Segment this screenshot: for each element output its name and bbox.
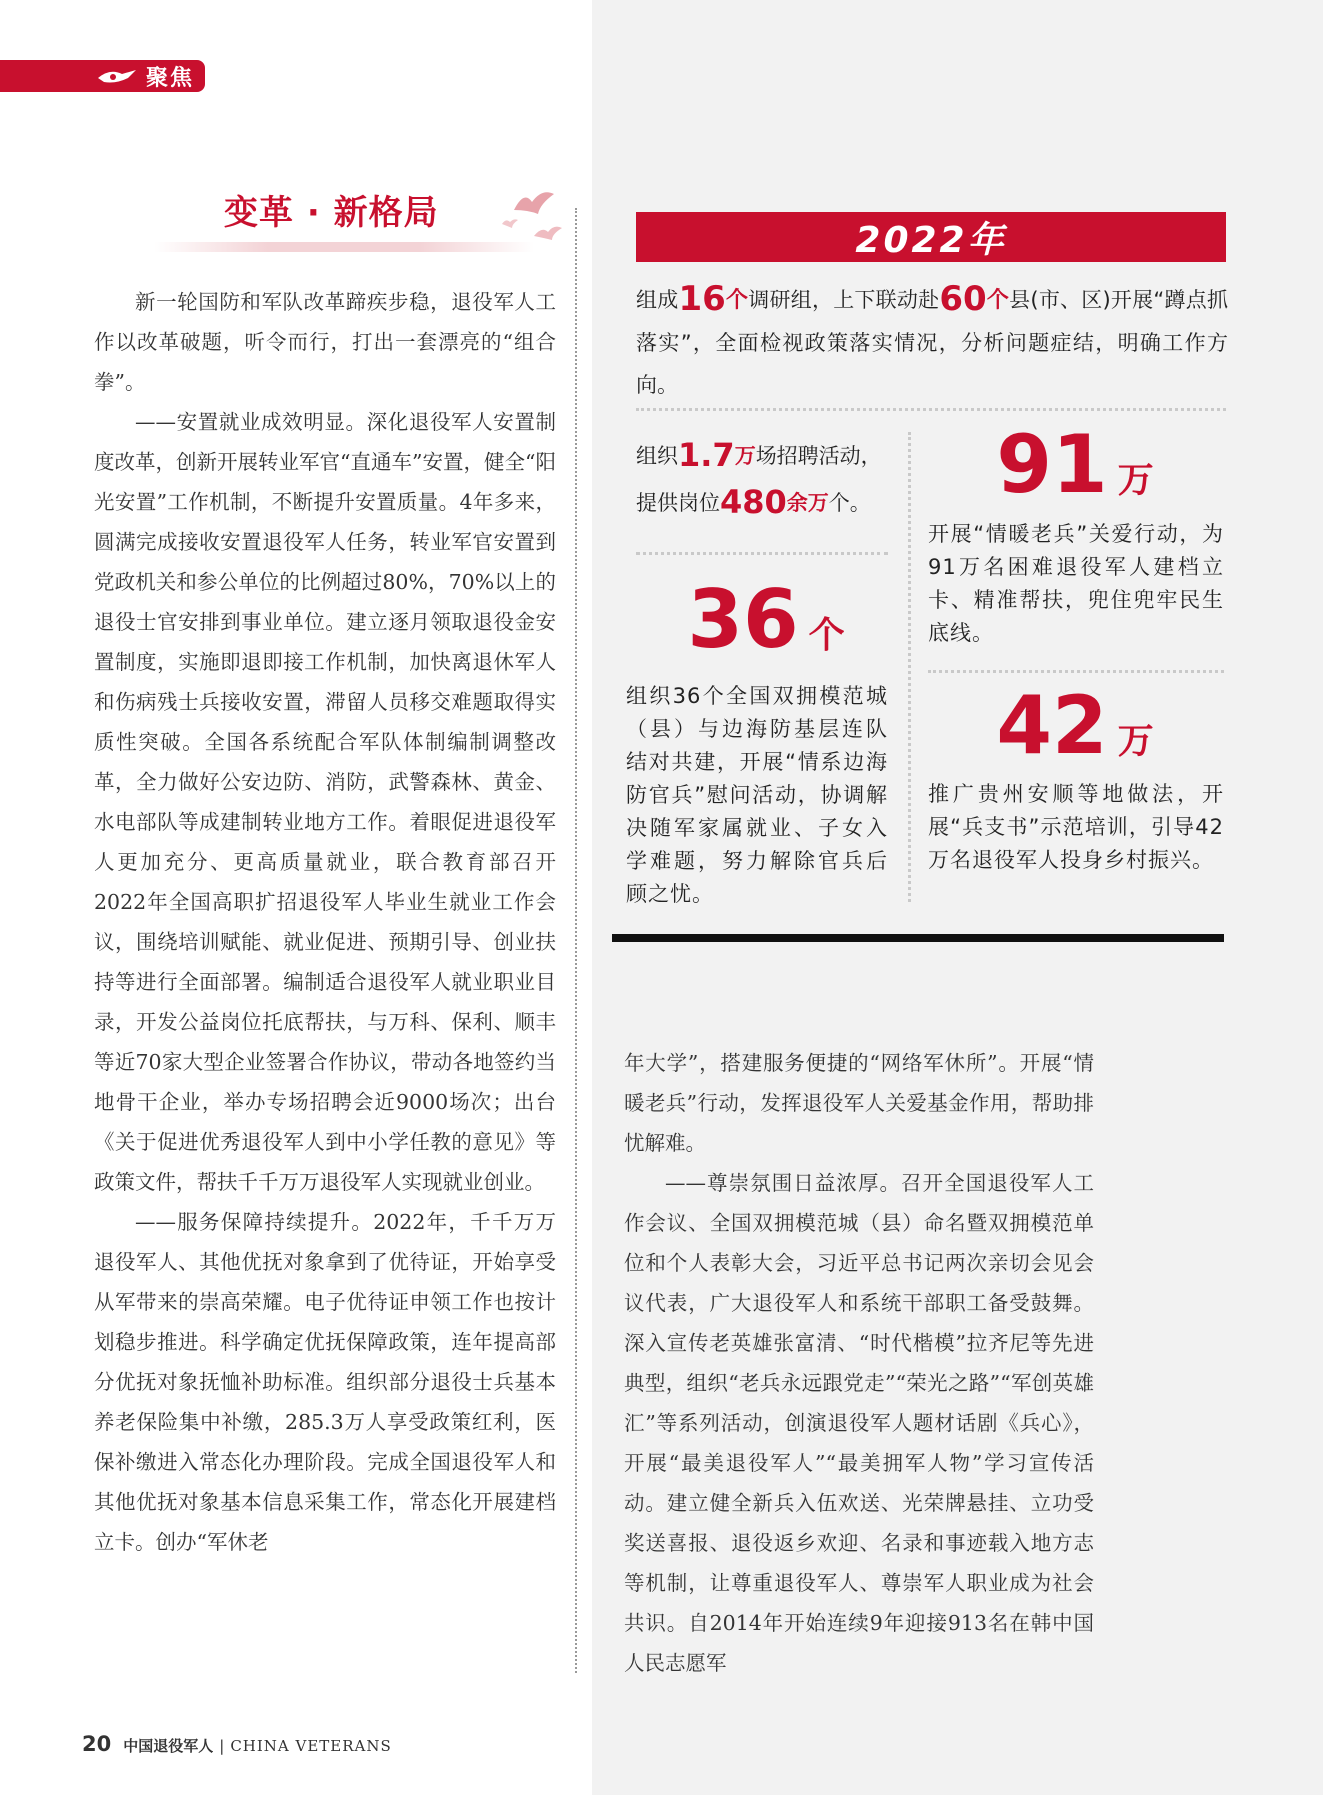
lead-text: 县(市、区)开展“蹲点抓落实”，全面检视政策落实情况，分析问题症结，明确工作方向。 — [636, 288, 1228, 397]
lead-unit-1: 个 — [725, 288, 749, 313]
stat-36-unit: 个 — [808, 615, 845, 656]
stat-42-headline — [930, 679, 1220, 772]
stat-42-description: 推广贵州安顺等地做法，开展“兵支书”示范培训，引导42万名退役军人投身乡村振兴。 — [928, 782, 1224, 872]
dotted-divider — [636, 552, 888, 555]
doves-decoration-icon — [494, 180, 624, 260]
section-title: 变革 · 新格局 — [224, 193, 439, 233]
stat-91-unit: 万 — [1117, 460, 1154, 501]
left-article-column — [94, 282, 556, 1562]
lead-text: 调研组，上下联动赴 — [748, 288, 940, 312]
stat-91-headline — [930, 418, 1220, 511]
stat-36-description: 组织36个全国双拥模范城（县）与边海防基层连队结对共建，开展“情系边海防官兵”慰问活动，协调解决随军家属就业、子女入学难题，努力解除官兵后顾之忧。 — [626, 684, 888, 906]
footer-separator: | — [219, 1737, 225, 1755]
stat-text: 场招聘活动， — [755, 444, 882, 468]
article-paragraph: ——安置就业成效明显。深化退役军人安置制度改革，创新开展转业军官“直通车”安置，健全“阳光安置”工作机制，不断提升安置质量。4年多来，圆满完成接收安置退役军人任务，转业军官安置到党政机关和参公单位的比例超过80%，70%以上的退役士官安排到事业单位。建立逐月领取退役金安置制度，实施即退即接工作机制，加快离退休军人和伤病残士兵接收安置，滞留人员移交难题取得实质性突破。全国各系统配合军队体制编制调整改革，全力做好公安边防、消防，武警森林、黄金、水电部队等成建制转业地方工作。着眼促进退役军人更加充分、更高质量就业，联合教育部召开2022年全国高职扩招退役军人毕业生就业工作会议，围绕培训赋能、就业促进、预期引导、创业扶持等进行全面部署。编制适合退役军人就业职业目录，开发公益岗位托底帮扶，与万科、保利、顺丰等近70家大型企业签署合作协议，带动各地签约当地骨干企业，举办专场招聘会近9000场次；出台《关于促进优秀退役军人到中小学任教的意见》等政策文件，帮扶千千万万退役军人实现就业创业。 — [94, 410, 556, 1194]
stat-number: 1.7 — [678, 436, 735, 474]
section-label: 聚焦 — [146, 65, 195, 91]
section-tab — [0, 60, 205, 92]
article-paragraph: ——尊崇氛围日益浓厚。召开全国退役军人工作会议、全国双拥模范城（县）命名暨双拥模范单位和个人表彰大会，习近平总书记两次亲切会见会议代表，广大退役军人和系统干部职工备受鼓舞。深入宣传老英雄张富清、“时代楷模”拉齐尼等先进典型，组织“老兵永远跟党走”“荣光之路”“军创英雄汇”等系列活动，创演退役军人题材话剧《兵心》，开展“最美退役军人”“最美拥军人物”学习宣传活动。建立健全新兵入伍欢送、光荣牌悬挂、立功受奖送喜报、退役返乡欢迎、名录和事迹载入地方志等机制，让尊重退役军人、尊崇军人职业成为社会共识。自2014年开始连续9年迎接913名在韩中国人民志愿军 — [624, 1171, 1094, 1675]
infobox-lead — [636, 278, 1228, 406]
lead-number-2: 60 — [939, 279, 987, 319]
stat-unit: 万 — [734, 444, 756, 468]
publication-name-en: CHINA VETERANS — [230, 1737, 392, 1755]
publication-name: 中国退役军人 — [123, 1737, 214, 1755]
stat-unit: 余万 — [786, 491, 829, 515]
stat-36-number: 36 — [687, 573, 799, 666]
stat-36-headline — [636, 573, 896, 666]
lead-text: 组成 — [636, 288, 679, 312]
stat-42-unit: 万 — [1117, 721, 1154, 762]
stat-91-number: 91 — [996, 418, 1108, 511]
title-underline — [154, 242, 534, 252]
stat-number: 480 — [720, 483, 787, 521]
stat-text: 提供岗位 — [636, 491, 720, 515]
article-paragraph: ——服务保障持续提升。2022年，千千万万退役军人、其他优抚对象拿到了优待证，开始享受从军带来的崇高荣耀。电子优待证申领工作也按计划稳步推进。科学确定优抚保障政策，连年提高部分优抚对象抚恤补助标准。组织部分退役士兵基本养老保险集中补缴，285.3万人享受政策红利，医保补缴进入常态化办理阶段。完成全国退役军人和其他优抚对象基本信息采集工作，常态化开展建档立卡。创办“军休老 — [94, 1210, 556, 1554]
lead-unit-2: 个 — [986, 288, 1010, 313]
article-paragraph: 年大学”，搭建服务便捷的“网络军休所”。开展“情暖老兵”行动，发挥退役军人关爱基金作用，帮助排忧解难。 — [624, 1051, 1094, 1155]
stat-42-number: 42 — [996, 679, 1108, 772]
section-heading — [94, 180, 556, 260]
stat-text: 个。 — [828, 491, 871, 515]
dotted-divider — [928, 670, 1224, 673]
page-number: 20 — [82, 1732, 112, 1756]
year-banner: 2022年 — [636, 212, 1226, 262]
lead-number-1: 16 — [678, 279, 726, 319]
recruitment-stat — [636, 432, 896, 526]
dotted-divider-vertical — [908, 432, 911, 902]
dotted-divider — [636, 408, 1226, 411]
article-paragraph: 新一轮国防和军队改革蹄疾步稳，退役军人工作以改革破题，听令而行，打出一套漂亮的“组合拳”。 — [94, 290, 556, 394]
column-divider — [575, 208, 577, 1673]
stat-text: 组织 — [636, 444, 678, 468]
magazine-logo-icon — [96, 64, 140, 88]
stat-91-description: 开展“情暖老兵”关爱行动，为91万名困难退役军人建档立卡、精准帮扶，兜住兜牢民生底线。 — [928, 522, 1224, 645]
infobox-bottom-rule — [612, 934, 1224, 942]
page-footer — [82, 1732, 392, 1756]
right-article-column — [624, 1043, 1094, 1683]
